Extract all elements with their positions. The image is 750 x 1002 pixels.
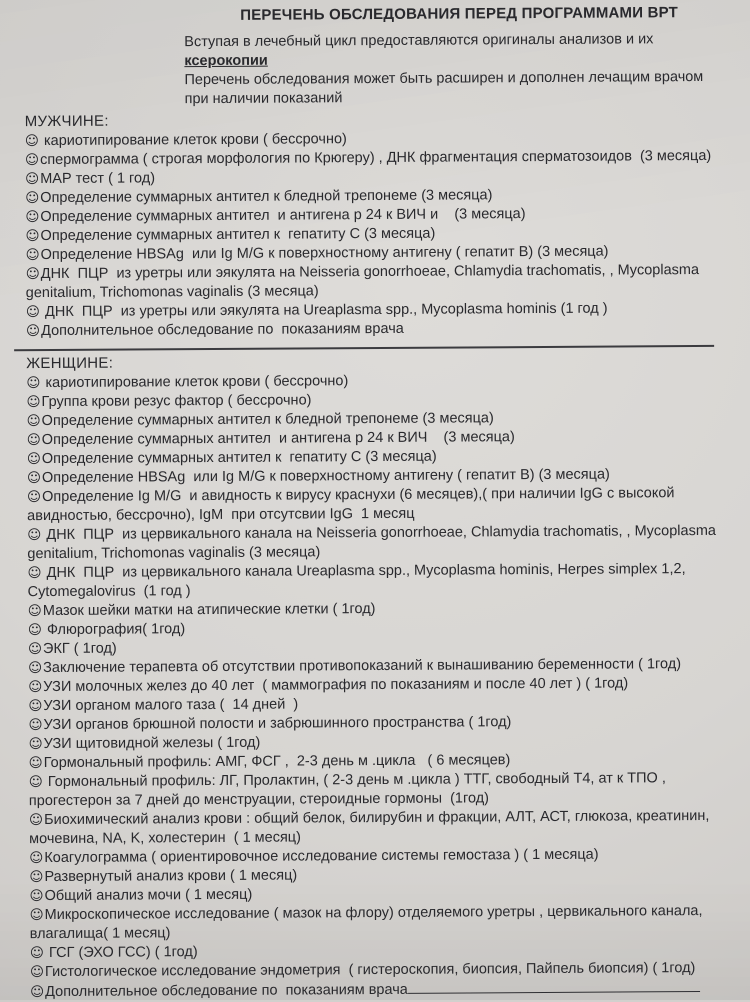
checklist-item-text: спермограмма ( строгая морфология по Крюгеру) , ДНК фрагментация сперматозоидов (3 месяца) [40, 147, 712, 169]
smiley-bullet-icon: ☺ [27, 603, 42, 620]
smiley-bullet-icon: ☺ [24, 133, 39, 150]
smiley-bullet-icon: ☺ [28, 736, 43, 753]
smiley-bullet-icon: ☺ [28, 698, 43, 715]
smiley-bullet-icon: ☺ [29, 945, 44, 962]
checklist-item-text: Определение суммарных антител к бледной трепонеме (3 месяца) [41, 410, 494, 430]
checklist-item-text: Общий анализ мочи ( 1 месяц) [44, 886, 253, 905]
checklist-item-text: Дополнительное обследование по показаниям врача [45, 981, 408, 1001]
smiley-bullet-icon: ☺ [27, 565, 42, 582]
fill-in-blank-line [408, 978, 700, 994]
checklist-item [29, 769, 739, 811]
checklist-item-text: Определение суммарных антител и антигена р 24 к ВИЧ (3 месяца) [41, 429, 515, 449]
checklist-item-text: Гормональный профиль: ЛГ, Пролактин, ( 2-3 день м .цикла ) ТТГ, свободный Т4, ат к ТПО , прогестерон за 7 дней до менструации, стероидные гормоны (1год) [28, 770, 670, 810]
checklist-item-text: Биохимический анализ крови : общий белок, билирубин и фракции, АЛТ, АСТ, глюкоза, креатинин, мочевина, NA, K, холестерин ( 1 месяц) [29, 807, 714, 848]
smiley-bullet-icon: ☺ [26, 451, 41, 468]
checklist-item [26, 318, 736, 341]
checklist-item-text: Дополнительное обследование по показаниям врача [41, 320, 404, 340]
checklist-item-text: Группа крови резус фактор ( бессрочно) [41, 392, 312, 411]
intro-paragraph [184, 30, 734, 109]
checklist-item-text: Развернутый анализ крови ( 1 месяц) [44, 867, 298, 886]
smiley-bullet-icon: ☺ [29, 888, 44, 905]
smiley-bullet-icon: ☺ [26, 470, 42, 487]
smiley-bullet-icon: ☺ [27, 527, 42, 544]
checklist-item-text: кариотипирование клеток крови ( бессрочно) [39, 131, 347, 150]
smiley-bullet-icon: ☺ [26, 375, 41, 392]
checklist-item-text: УЗИ щитовидной железы ( 1год) [43, 734, 261, 753]
checklist-item-text: МАР тест ( 1 год) [40, 170, 156, 188]
checklist-item-text: УЗИ органов брюшной полости и забрюшинного пространства ( 1год) [43, 714, 512, 734]
checklist-item-text: Определение HBSAg или Ig M/G к поверхностному антигену ( гепатит В) (3 месяца) [40, 243, 609, 264]
smiley-bullet-icon: ☺ [28, 774, 43, 791]
smiley-bullet-icon: ☺ [29, 869, 44, 886]
smiley-bullet-icon: ☺ [26, 413, 41, 430]
women-section-heading: ЖЕНЩИНЕ: [26, 354, 114, 373]
smiley-bullet-icon: ☺ [24, 152, 40, 169]
smiley-bullet-icon: ☺ [25, 247, 40, 264]
checklist-item-text: Определение суммарных антител и антигена р 24 к ВИЧ и (3 месяца) [40, 206, 526, 226]
checklist-item [27, 522, 737, 564]
checklist-item [27, 560, 737, 602]
checklist-item [30, 902, 740, 944]
smiley-bullet-icon: ☺ [25, 323, 41, 340]
section-men [25, 108, 736, 341]
checklist-item-text: Мазок шейки матки на атипические клетки ( 1год) [42, 601, 376, 620]
men-checklist [25, 128, 736, 341]
smiley-bullet-icon: ☺ [26, 394, 41, 411]
checklist-item-text: Определение суммарных антител к гепатиту С (3 месяца) [41, 448, 437, 468]
checklist-item-text: кариотипирование клеток крови ( бессрочно) [41, 373, 349, 392]
checklist-item-text: ДНК ПЦР из уретры или эякулята на Neisseria gonorrhoeae, Chlamydia trachomatis, , Mycoplasma genitalium, Trichomonas vaginalis (3 месяца) [25, 262, 704, 302]
checklist-item-text: ГСГ (ЭХО ГСС) ( 1год) [44, 944, 198, 962]
smiley-bullet-icon: ☺ [27, 641, 43, 658]
checklist-item-text: Определение суммарных антител к бледной трепонеме (3 месяца) [40, 187, 493, 207]
checklist-item-text: ДНК ПЦР из цервикального канала на Neisseria gonorrhoeae, Chlamydia trachomatis, , Mycoplasma genitalium, Trichomonas vaginalis (3 месяца) [27, 522, 721, 563]
smiley-bullet-icon: ☺ [27, 622, 42, 639]
smiley-bullet-icon: ☺ [29, 850, 44, 867]
intro-text-line2: Перечень обследования может быть расширен и дополнен лечащим врачом при наличии показаний [184, 68, 712, 108]
checklist-item-text: ДНК ПЦР из цервикального канала Ureaplasma spp., Mycoplasma hominis, Herpes simplex 1,2, Cytomegalovirus (1 год ) [27, 561, 690, 601]
men-section-heading: МУЖЧИНЕ: [24, 112, 109, 131]
checklist-item-text: Гормональный профиль: АМГ, ФСГ , 2-3 день м .цикла ( 6 месяцев) [43, 752, 511, 772]
checklist-item-text: Определение HBSAg или Ig M/G к поверхностному антигену ( гепатит В) (3 месяца) [41, 466, 610, 487]
intro-underlined-word: ксерокопии [184, 52, 268, 70]
checklist-item-text: ДНК ПЦР из уретры или эякулята на Ureaplasma spp., Mycoplasma hominis (1 год ) [40, 300, 608, 321]
checklist-item-text: Заключение терапевта об отсутствии противопоказаний к вынашиванию беременности ( 1год) [43, 656, 682, 677]
smiley-bullet-icon: ☺ [28, 679, 43, 696]
smiley-bullet-icon: ☺ [25, 190, 40, 207]
intro-text-part1: Вступая в лечебный цикл предоставляются оригиналы анализов и их [184, 31, 658, 51]
checklist-item [30, 978, 740, 1002]
smiley-bullet-icon: ☺ [29, 907, 44, 924]
smiley-bullet-icon: ☺ [25, 171, 40, 188]
checklist-item-text: УЗИ молочных желез до 40 лет ( маммография по показаниям и после 40 лет ) ( 1год) [43, 675, 629, 696]
smiley-bullet-icon: ☺ [28, 660, 43, 677]
checklist-item-text: Определение суммарных антител к гепатиту С (3 месяца) [40, 225, 436, 245]
smiley-bullet-icon: ☺ [30, 984, 45, 1001]
checklist-item-text: Флюрография( 1год) [42, 621, 186, 639]
checklist-item-text: Коагулограмма ( ориентировочное исследование системы гемостаза ) ( 1 месяца) [44, 846, 599, 867]
smiley-bullet-icon: ☺ [25, 304, 41, 321]
smiley-bullet-icon: ☺ [25, 209, 40, 226]
checklist-item-text: УЗИ органом малого таза ( 14 дней ) [43, 696, 299, 715]
checklist-item [27, 484, 737, 526]
checklist-item-text: Микроскопическое исследование ( мазок на флору) отделяемого уретры , цервикального канала, влагалища( 1 месяц) [29, 902, 707, 943]
section-women [26, 350, 740, 1002]
smiley-bullet-icon: ☺ [28, 717, 43, 734]
women-checklist [26, 370, 740, 1002]
smiley-bullet-icon: ☺ [25, 266, 40, 283]
smiley-bullet-icon: ☺ [28, 812, 44, 829]
smiley-bullet-icon: ☺ [28, 755, 43, 772]
smiley-bullet-icon: ☺ [25, 228, 40, 245]
smiley-bullet-icon: ☺ [26, 489, 42, 506]
checklist-item-text: Гистологическое исследование эндометрия ( гистероскопия, биопсия, Пайпель биопсия) ( 1год) [44, 960, 696, 981]
smiley-bullet-icon: ☺ [29, 964, 45, 981]
checklist-item-text: ЭКГ ( 1год) [42, 640, 117, 658]
smiley-bullet-icon: ☺ [26, 432, 41, 449]
checklist-item [26, 261, 736, 303]
checklist-item [29, 807, 739, 849]
page-title: ПЕРЕЧЕНЬ ОБСЛЕДОВАНИЯ ПЕРЕД ПРОГРАММАМИ ВРТ [240, 4, 679, 24]
checklist-item-text: Определение Ig M/G и авидность к вирусу краснухи (6 месяцев),( при наличии IgG с высокой авидностью, бессрочно), IgM при отсутсвии IgG 1 месяц [27, 485, 679, 525]
